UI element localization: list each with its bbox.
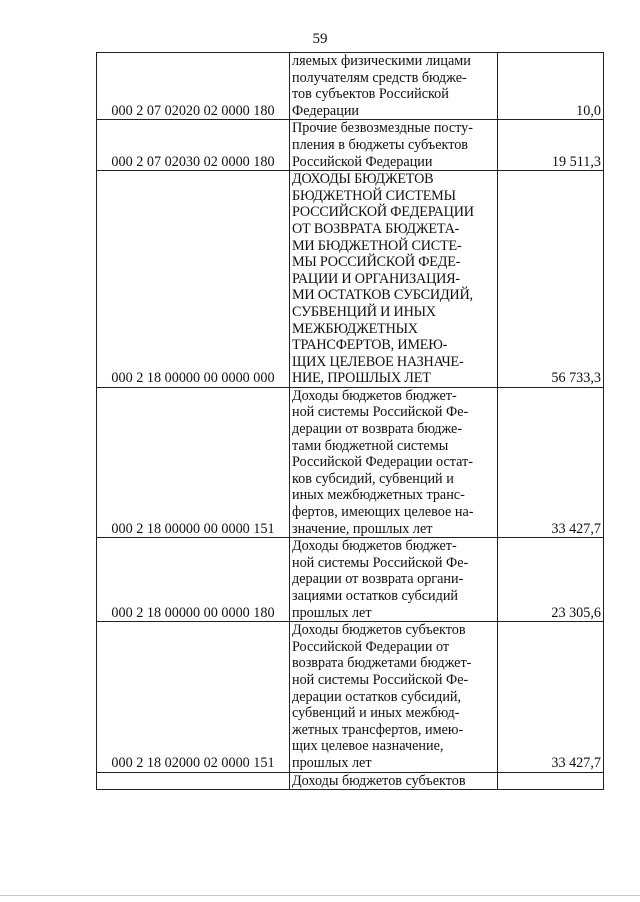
amount-value: 56 733,3 bbox=[498, 171, 604, 388]
revenue-name-line: ной системы Российской Фе- bbox=[292, 671, 469, 688]
revenue-name-line: Российской Федерации bbox=[292, 153, 433, 170]
amount-value: 33 427,7 bbox=[498, 622, 604, 772]
revenue-name-line: НИЕ, ПРОШЛЫХ ЛЕТ bbox=[292, 370, 431, 387]
revenue-name-line: дерации от возврата бюдже- bbox=[292, 421, 463, 438]
revenue-name-line: дерации от возврата органи- bbox=[292, 571, 464, 588]
budget-classification-code: 000 2 07 02030 02 0000 180 bbox=[97, 120, 290, 171]
revenue-name-line: Федерации bbox=[292, 102, 360, 119]
revenue-name-line: ков субсидий, субвенций и bbox=[292, 470, 454, 487]
page-number: 59 bbox=[312, 31, 328, 47]
revenue-name bbox=[290, 538, 498, 622]
budget-classification-code: 000 2 07 02020 02 0000 180 bbox=[97, 53, 290, 120]
table-row bbox=[97, 171, 604, 388]
revenue-name-line: зациями остатков субсидий bbox=[292, 588, 459, 604]
amount-value bbox=[498, 772, 604, 790]
revenue-name-line: жетных трансфертов, имею- bbox=[292, 721, 464, 738]
amount-value: 10,0 bbox=[498, 53, 604, 120]
revenue-name-line: пления в бюджеты субъектов bbox=[292, 136, 469, 153]
revenue-name-line: РОССИЙСКОЙ ФЕДЕРАЦИИ bbox=[292, 204, 474, 221]
revenue-name bbox=[290, 120, 498, 171]
revenue-name-line: Доходы бюджетов бюджет- bbox=[292, 538, 457, 555]
revenue-name-line: Доходы бюджетов субъектов bbox=[292, 772, 466, 789]
budget-classification-code: 000 2 18 00000 00 0000 180 bbox=[97, 538, 290, 622]
revenue-name-line: Прочие безвозмездные посту- bbox=[292, 120, 473, 137]
revenue-name-line: Доходы бюджетов субъектов bbox=[292, 622, 466, 639]
revenue-name-line: ной системы Российской Фе- bbox=[292, 404, 469, 421]
revenue-name-line: ЩИХ ЦЕЛЕВОЕ НАЗНАЧЕ- bbox=[292, 353, 464, 370]
revenue-name-line: тами бюджетной системы bbox=[292, 437, 449, 454]
revenue-name-line: Доходы бюджетов бюджет- bbox=[292, 387, 457, 404]
revenue-name-line: Российской Федерации от bbox=[292, 638, 450, 655]
amount-value: 19 511,3 bbox=[498, 120, 604, 171]
revenue-name bbox=[290, 622, 498, 772]
revenue-name-line: БЮДЖЕТНОЙ СИСТЕМЫ bbox=[292, 187, 456, 204]
revenue-name-line: МИ ОСТАТКОВ СУБСИДИЙ, bbox=[292, 287, 473, 304]
budget-classification-code bbox=[97, 772, 290, 790]
revenue-name-line: МЕЖБЮДЖЕТНЫХ bbox=[292, 320, 418, 337]
revenue-name-line: МИ БЮДЖЕТНОЙ СИСТЕ- bbox=[292, 237, 462, 254]
table-row bbox=[97, 772, 604, 790]
revenue-name-line: субвенций и иных межбюд- bbox=[292, 705, 460, 722]
revenue-name-line: СУБВЕНЦИЙ И ИНЫХ bbox=[292, 303, 436, 320]
revenue-name-line: ОТ ВОЗВРАТА БЮДЖЕТА- bbox=[292, 220, 460, 237]
revenue-name-line: щих целевое назначение, bbox=[292, 738, 444, 755]
revenue-name-line: получателям средств бюдже- bbox=[292, 69, 467, 86]
revenue-name-line: возврата бюджетами бюджет- bbox=[292, 655, 472, 672]
revenue-name-line: МЫ РОССИЙСКОЙ ФЕДЕ- bbox=[292, 254, 461, 271]
table-body bbox=[97, 53, 604, 790]
amount-value: 23 305,6 bbox=[498, 538, 604, 622]
table-row bbox=[97, 387, 604, 537]
revenue-name-line: ДОХОДЫ БЮДЖЕТОВ bbox=[292, 171, 434, 188]
budget-classification-code: 000 2 18 02000 02 0000 151 bbox=[97, 622, 290, 772]
revenue-name-line: ТРАНСФЕРТОВ, ИМЕЮ- bbox=[292, 337, 448, 354]
revenue-name bbox=[290, 171, 498, 388]
table-row bbox=[97, 622, 604, 772]
revenue-name-line: ляемых физическими лицами bbox=[292, 53, 471, 69]
budget-classification-code: 000 2 18 00000 00 0000 000 bbox=[97, 171, 290, 388]
revenue-name-line: дерации остатков субсидий, bbox=[292, 688, 462, 705]
revenue-name-line: прошлых лет bbox=[292, 604, 372, 621]
budget-revenue-table bbox=[96, 52, 604, 790]
table-row bbox=[97, 538, 604, 622]
revenue-name bbox=[290, 772, 498, 790]
table-row bbox=[97, 53, 604, 120]
amount-value: 33 427,7 bbox=[498, 387, 604, 537]
scan-edge-divider bbox=[0, 895, 640, 896]
revenue-name bbox=[290, 387, 498, 537]
budget-classification-code: 000 2 18 00000 00 0000 151 bbox=[97, 387, 290, 537]
revenue-name-line: прошлых лет bbox=[292, 754, 372, 771]
revenue-name-line: Российской Федерации остат- bbox=[292, 454, 473, 471]
revenue-name-line: иных межбюджетных транс- bbox=[292, 487, 465, 504]
table-row bbox=[97, 120, 604, 171]
revenue-name-line: тов субъектов Российской bbox=[292, 86, 449, 103]
revenue-name-line: значение, прошлых лет bbox=[292, 520, 433, 537]
revenue-name-line: ной системы Российской Фе- bbox=[292, 554, 469, 571]
revenue-name-line: РАЦИИ И ОРГАНИЗАЦИЯ- bbox=[292, 270, 460, 287]
revenue-name bbox=[290, 53, 498, 120]
revenue-name-line: фертов, имеющих целевое на- bbox=[292, 504, 474, 521]
